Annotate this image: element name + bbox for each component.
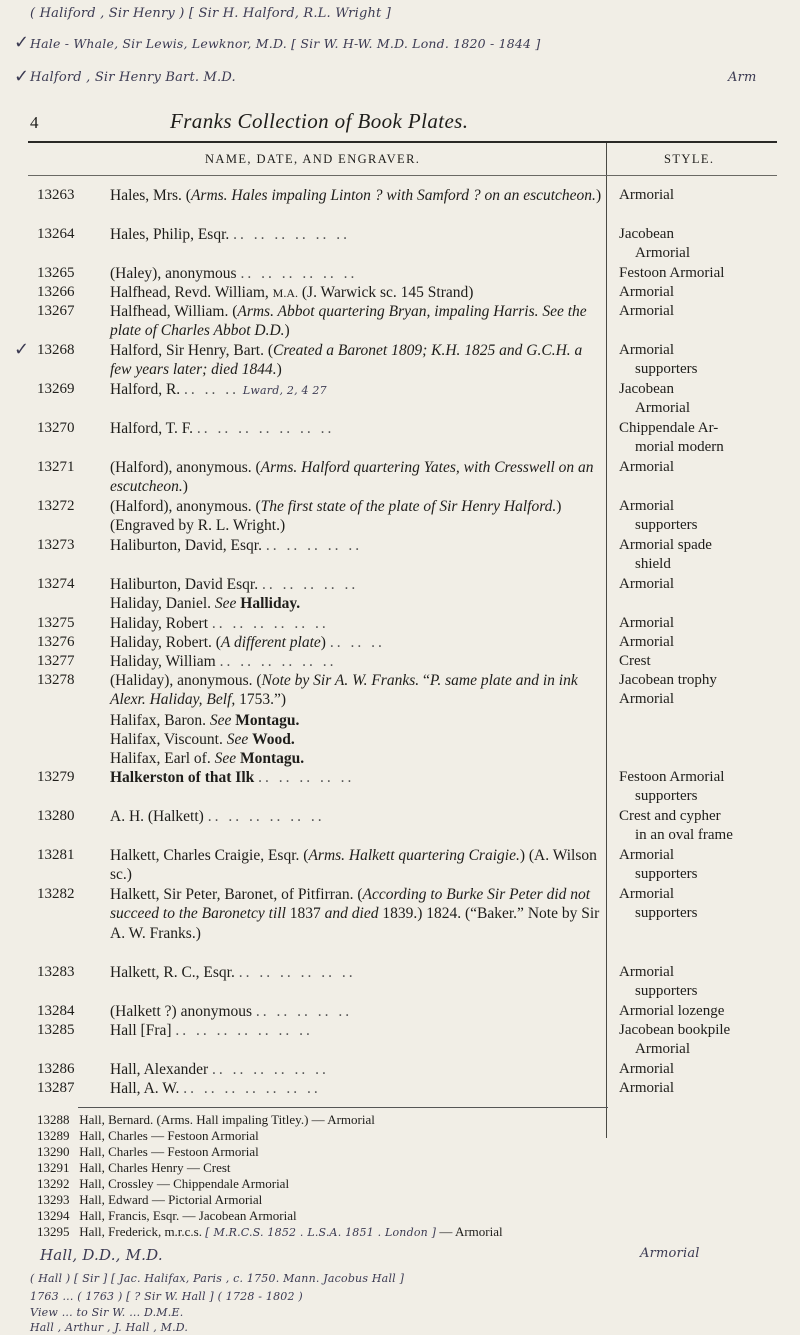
entry-number: 13276 — [37, 634, 75, 650]
entry-number: 13272 — [37, 498, 75, 514]
entry-style: Jacobean bookpile Armorial — [619, 1022, 731, 1058]
handwritten-note-bottom5: Hall , Arthur , J. Hall , M.D. — [30, 1321, 189, 1334]
entry-number: 13281 — [37, 847, 75, 863]
entry-text: Halifax, Baron. See Montagu. — [110, 712, 300, 729]
entry-number: 13265 — [37, 265, 75, 281]
entry-text: (Haley), anonymous .. .. .. .. .. .. — [110, 265, 358, 282]
entry: 13289 Hall, Charles — Festoon Armorial — [37, 1128, 259, 1143]
entry-style: Armorial — [619, 1061, 674, 1077]
entry-text: A. H. (Halkett) .. .. .. .. .. .. — [110, 808, 325, 825]
tick-mark-icon: ✓ — [14, 339, 30, 360]
entry-text: Halford, T. F. .. .. .. .. .. .. .. — [110, 420, 335, 437]
entry-text: Hales, Philip, Esqr. .. .. .. .. .. .. — [110, 226, 351, 243]
entry-number: 13268 — [37, 342, 75, 358]
handwritten-note-bottom3: 1763 ... ( 1763 ) [ ? Sir W. Hall ] ( 1728 - 1802 ) — [30, 1290, 303, 1303]
entry-text: Hall, A. W. .. .. .. .. .. .. .. — [110, 1080, 321, 1097]
entry-style: Festoon Armorial — [619, 265, 725, 281]
entry-number: 13274 — [37, 576, 75, 592]
entry-number: 13275 — [37, 615, 75, 631]
entry-number: 13263 — [37, 187, 75, 203]
entry-text: Halkerston of that Ilk .. .. .. .. .. — [110, 769, 355, 786]
entry-style: Armorial — [619, 1080, 674, 1096]
entry-text: (Halford), anonymous. (Arms. Halford quartering Yates, with Cresswell on an escutcheon.) — [110, 459, 594, 496]
entry-text: Hales, Mrs. (Arms. Hales impaling Linton ? with Samford ? on an escutcheon.) — [110, 187, 602, 204]
entry-style: Crest — [619, 653, 651, 669]
entry-text: Halkett, Charles Craigie, Esqr. (Arms. Halkett quartering Craigie.) (A. Wilson sc.) — [110, 847, 597, 884]
entry-style: Armorial — [619, 187, 674, 203]
entry-number: 13282 — [37, 886, 75, 902]
entry-number: 13271 — [37, 459, 75, 475]
entry-text: Halifax, Earl of. See Montagu. — [110, 750, 305, 767]
handwritten-note-line3: Halford , Sir Henry Bart. M.D. — [30, 70, 236, 85]
entry-number: 13277 — [37, 653, 75, 669]
entry-number: 13283 — [37, 964, 75, 980]
entry-number: 13278 — [37, 672, 75, 688]
entry-text: Halford, R. .. .. .. Lward, 2, 4 27 — [110, 381, 327, 398]
entry-number: 13273 — [37, 537, 75, 553]
entry-number: 13286 — [37, 1061, 75, 1077]
entry-text: Haliburton, David, Esqr. .. .. .. .. .. — [110, 537, 363, 554]
entry: 13294 Hall, Francis, Esqr. — Jacobean Armorial — [37, 1208, 297, 1223]
margin-note: [ M.R.C.S. 1852 . L.S.A. 1851 . London ] — [205, 1226, 437, 1239]
name-column-header: NAME, DATE, AND ENGRAVER. — [205, 152, 421, 166]
entry-text: Halfhead, Revd. William, M.A. (J. Warwick sc. 145 Strand) — [110, 284, 474, 301]
header-underline — [28, 175, 777, 176]
lower-entries — [37, 1112, 503, 1241]
entry-text: Haliday, Daniel. See Halliday. — [110, 595, 301, 612]
entry-number: 13287 — [37, 1080, 75, 1096]
entry-text: Haliday, Robert .. .. .. .. .. .. — [110, 615, 329, 632]
handwritten-note-bottom1: Hall, D.D., M.D. — [40, 1246, 163, 1264]
entry-style: Armorial — [619, 634, 674, 650]
page-title: Franks Collection of Book Plates. — [170, 109, 469, 133]
entry-number: 13266 — [37, 284, 75, 300]
entry: 13288 Hall, Bernard. (Arms. Hall impaling Titley.) — Armorial — [37, 1112, 375, 1127]
entry-text: Halfhead, William. (Arms. Abbot quartering Bryan, impaling Harris. See the plate of Charles Abbot D.D.) — [110, 303, 587, 340]
entry-style: Armorial lozenge — [619, 1003, 725, 1019]
handwritten-note-line2: Hale - Whale, Sir Lewis, Lewknor, M.D. [ Sir W. H-W. M.D. Lond. 1820 - 1844 ] — [30, 36, 541, 51]
lower-block — [0, 1100, 800, 1335]
entry-style: Armorial spade shield — [619, 537, 712, 573]
entry-number: 13264 — [37, 226, 75, 242]
entry-text: Halford, Sir Henry, Bart. (Created a Baronet 1809; K.H. 1825 and G.C.H. a few years later; died 1844.) — [110, 342, 583, 379]
column-divider — [606, 143, 607, 1138]
entry-style: Armorial — [619, 459, 674, 475]
entry-style: Jacobean trophy Armorial — [619, 672, 717, 708]
tick-mark-icon: ✓ — [14, 32, 30, 53]
tick-mark-icon: ✓ — [14, 66, 30, 87]
entry-style: Jacobean Armorial — [619, 381, 690, 417]
handwritten-note-bottom1-right: Armorial — [640, 1246, 700, 1261]
style-column-header: STYLE. — [664, 152, 715, 166]
entry-number: 13280 — [37, 808, 75, 824]
handwritten-note-arm: Arm — [728, 70, 757, 85]
entry-text: Hall [Fra] .. .. .. .. .. .. .. — [110, 1022, 313, 1039]
entry-style: Armorial — [619, 284, 674, 300]
entry-style: Armorial supporters — [619, 886, 698, 922]
entry-text: Haliday, William .. .. .. .. .. .. — [110, 653, 337, 670]
entry: 13290 Hall, Charles — Festoon Armorial — [37, 1144, 259, 1159]
entry-style: Armorial — [619, 576, 674, 592]
margin-note: Lward, 2, 4 27 — [242, 384, 327, 397]
entry-text: (Halford), anonymous. (The first state of the plate of Sir Henry Halford.) (Engraved by R. L. Wright.) — [110, 498, 562, 535]
entry-text: (Halkett ?) anonymous .. .. .. .. .. — [110, 1003, 353, 1020]
entry-style: Armorial supporters — [619, 342, 698, 378]
entry-style: Armorial — [619, 615, 674, 631]
entry-number: 13267 — [37, 303, 75, 319]
entry-text: Halifax, Viscount. See Wood. — [110, 731, 295, 748]
entry-text: (Haliday), anonymous. (Note by Sir A. W. Franks. “P. same plate and in ink Alexr. Haliday, Belf, 1753.”) — [110, 672, 578, 709]
entry-number: 13270 — [37, 420, 75, 436]
entry-style: Armorial supporters — [619, 847, 698, 883]
entry-text: Halkett, Sir Peter, Baronet, of Pitfirran. (According to Burke Sir Peter did not succeed to the Baronetcy till 1837 and died 1839.) 1824. (“Baker.” Note by Sir A. W. Franks.) — [110, 886, 600, 942]
entry: 13292 Hall, Crossley — Chippendale Armorial — [37, 1176, 290, 1191]
handwritten-note-bottom4: View ... to Sir W. ... D.M.E. — [30, 1306, 184, 1319]
entry-style: Armorial supporters — [619, 498, 698, 534]
handwritten-note-line1: ( Haliford , Sir Henry ) [ Sir H. Halford, R.L. Wright ] — [30, 6, 392, 21]
entry-style: Chippendale Ar- morial modern — [619, 420, 724, 456]
entry: 13293 Hall, Edward — Pictorial Armorial — [37, 1192, 263, 1207]
page-number: 4 — [30, 113, 39, 132]
entry: 13295 Hall, Frederick, m.r.c.s. [ M.R.C.S. 1852 . L.S.A. 1851 . London ] — Armorial — [37, 1224, 503, 1239]
entry-text: Hall, Alexander .. .. .. .. .. .. — [110, 1061, 329, 1078]
handwritten-note-bottom2: ( Hall ) [ Sir ] [ Jac. Halifax, Paris , c. 1750. Mann. Jacobus Hall ] — [30, 1272, 405, 1285]
entry-style: Armorial — [619, 303, 674, 319]
entry-style: Festoon Armorial supporters — [619, 769, 725, 805]
entry-text: Halkett, R. C., Esqr. .. .. .. .. .. .. — [110, 964, 356, 981]
header-rule — [28, 141, 777, 143]
entry-text: Haliburton, David Esqr. .. .. .. .. .. — [110, 576, 359, 593]
entry-text: Haliday, Robert. (A different plate) .. .. .. — [110, 634, 385, 651]
entry-number: 13269 — [37, 381, 75, 397]
entry: 13291 Hall, Charles Henry — Crest — [37, 1160, 231, 1175]
entry-style: Armorial supporters — [619, 964, 698, 1000]
entry-number: 13279 — [37, 769, 75, 785]
entry-number: 13285 — [37, 1022, 75, 1038]
entry-style: Crest and cypher in an oval frame — [619, 808, 733, 844]
entry-style: Jacobean Armorial — [619, 226, 690, 262]
entry-number: 13284 — [37, 1003, 75, 1019]
